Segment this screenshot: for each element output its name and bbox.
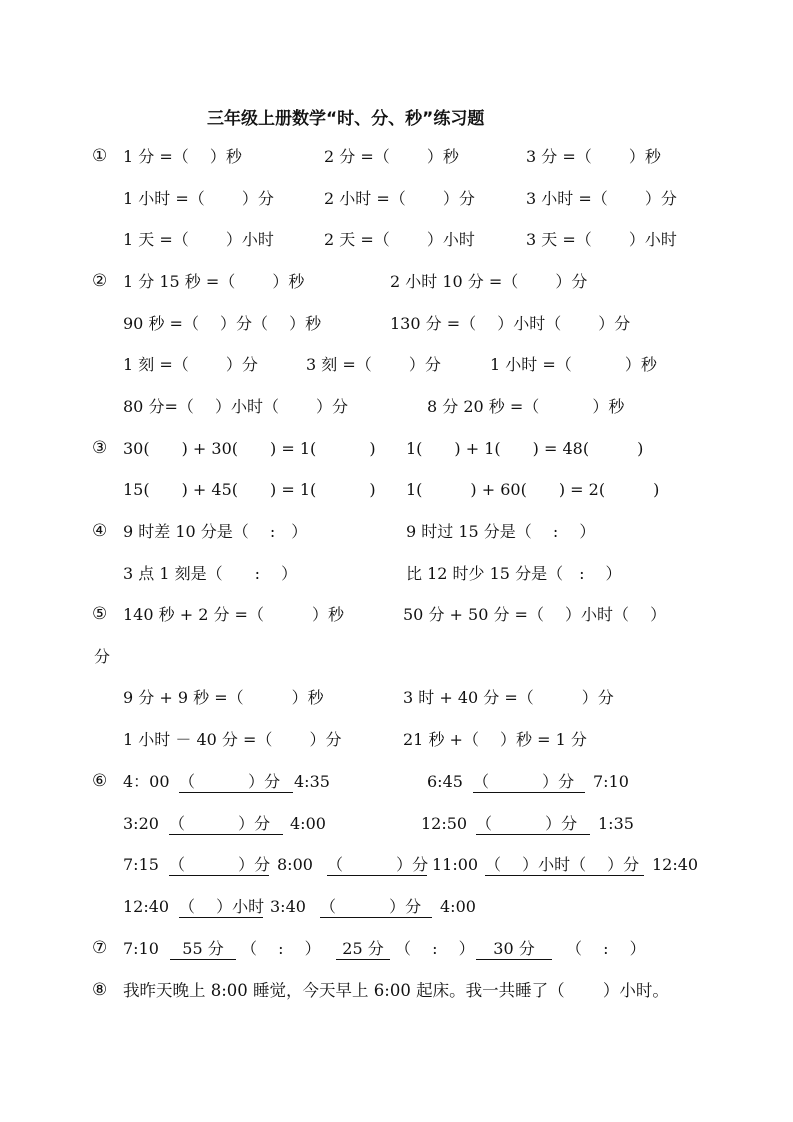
problem: 3 分 =（ ）秒 — [526, 147, 661, 166]
problem: 3 时 + 40 分 =（ ）分 — [403, 688, 614, 707]
blank-answer: （ ）分 — [476, 814, 590, 835]
marker-6: ⑥ — [92, 771, 108, 791]
blank-answer: （ ）分 — [320, 897, 432, 918]
marker-4: ④ — [92, 521, 108, 541]
problem: 9 时过 15 分是（ : ） — [406, 522, 596, 541]
time: 4:00 — [440, 897, 476, 916]
blank-answer: （ ）分 — [179, 772, 293, 793]
blank-time: （ : ） — [395, 939, 475, 958]
interval: 30 分 — [476, 939, 552, 960]
problem: 90 秒 =（ ）分（ ）秒 — [123, 314, 322, 333]
time: 12:40 — [652, 855, 699, 874]
problem: 3 点 1 刻是（ : ） — [123, 564, 298, 583]
marker-3: ③ — [92, 438, 108, 458]
time: 4：00 — [123, 772, 170, 791]
time: 12:50 — [421, 814, 468, 833]
problem: 30( ) + 30( ) = 1( ) — [123, 439, 376, 458]
time: 3:40 — [270, 897, 306, 916]
problem: 9 分 + 9 秒 =（ ）秒 — [123, 688, 324, 707]
marker-8: ⑧ — [92, 980, 108, 1000]
time: 8:00 — [277, 855, 313, 874]
time: 1:35 — [598, 814, 634, 833]
time: 4:35 — [294, 772, 330, 791]
problem: 3 天 =（ ）小时 — [526, 230, 677, 249]
blank-answer: （ ）分 — [169, 814, 283, 835]
time: 6:45 — [427, 772, 463, 791]
blank-answer: （ ）分 — [327, 855, 429, 874]
problem: 50 分 + 50 分 =（ ）小时（ ） — [403, 605, 667, 624]
problem: 1 天 =（ ）小时 — [123, 230, 274, 249]
problem: 1 刻 =（ ）分 — [123, 355, 258, 374]
problem: 1( ) + 1( ) = 48( ) — [406, 439, 644, 458]
problem: 1 小时 =（ ）分 — [123, 189, 274, 208]
problem: 80 分=（ ）小时（ ）分 — [123, 397, 349, 416]
time: 7:10 — [593, 772, 629, 791]
problem: 2 小时 =（ ）分 — [324, 189, 475, 208]
problem: 1 小时 =（ ）秒 — [490, 355, 657, 374]
problem: 1 小时 － 40 分 =（ ）分 — [123, 730, 342, 749]
time: 7:10 — [123, 939, 159, 958]
problem: 比 12 时少 15 分是（ : ） — [406, 564, 622, 583]
marker-5: ⑤ — [92, 604, 108, 624]
problem: 130 分 =（ ）小时（ ）分 — [390, 314, 631, 333]
problem: 3 小时 =（ ）分 — [526, 189, 677, 208]
problem: 21 秒 +（ ）秒 = 1 分 — [403, 730, 587, 749]
time: 12:40 — [123, 897, 170, 916]
blank-answer: （ ）分 — [169, 855, 271, 874]
problem: 1( ) + 60( ) = 2( ) — [406, 480, 660, 499]
problem: 2 天 =（ ）小时 — [324, 230, 475, 249]
problem: 1 分 =（ ）秒 — [123, 147, 242, 166]
marker-2: ② — [92, 271, 108, 291]
problem: 8 分 20 秒 =（ ）秒 — [427, 397, 625, 416]
time: 4:00 — [290, 814, 326, 833]
blank-answer: （ ）分 — [473, 772, 585, 793]
blank-time: （ : ） — [566, 939, 646, 958]
time: 7:15 — [123, 855, 159, 874]
marker-1: ① — [92, 146, 108, 166]
problem: 1 分 15 秒 =（ ）秒 — [123, 272, 305, 291]
problem: 9 时差 10 分是（ : ） — [123, 522, 308, 541]
problem: 3 刻 =（ ）分 — [306, 355, 441, 374]
interval: 25 分 — [336, 939, 390, 960]
blank-time: （ : ） — [241, 939, 321, 958]
time: 3:20 — [123, 814, 159, 833]
interval: 55 分 — [170, 939, 236, 960]
page-title: 三年级上册数学“时、分、秒”练习题 — [207, 109, 485, 129]
problem: 2 分 =（ ）秒 — [324, 147, 459, 166]
marker-7: ⑦ — [92, 938, 108, 958]
time: 11:00 — [432, 855, 479, 874]
problem: 140 秒 + 2 分 =（ ）秒 — [123, 605, 344, 624]
problem: 15( ) + 45( ) = 1( ) — [123, 480, 376, 499]
word-problem: 我昨天晚上 8:00 睡觉，今天早上 6:00 起床。我一共睡了（ ）小时。 — [123, 981, 669, 1000]
blank-answer: （ ）小时（ ）分 — [485, 855, 644, 876]
blank-answer: （ ）小时 — [179, 897, 265, 916]
problem: 2 小时 10 分 =（ ）分 — [390, 272, 588, 291]
problem-wrap: 分 — [94, 647, 111, 666]
